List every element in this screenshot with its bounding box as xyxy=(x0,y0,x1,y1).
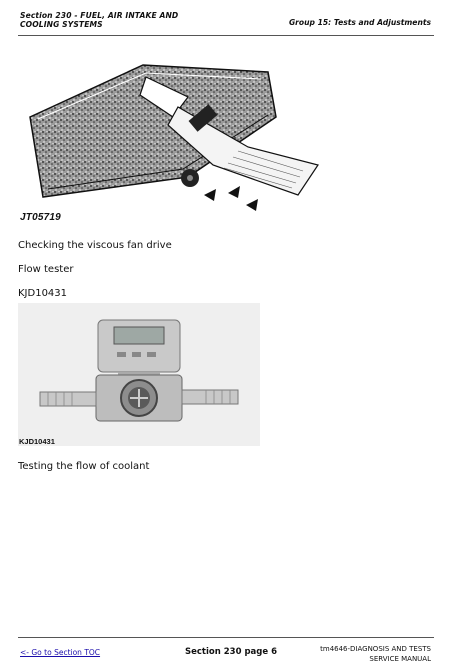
paragraph-viscous-fan: Checking the viscous fan drive xyxy=(18,240,172,251)
go-to-section-toc-link[interactable]: <- Go to Section TOC xyxy=(20,648,101,657)
footer-divider xyxy=(18,637,434,638)
header-group-title: Group 15: Tests and Adjustments xyxy=(288,18,431,27)
document-id: tm4646-DIAGNOSIS AND TESTS xyxy=(320,645,431,653)
paragraph-flow-tester: Flow tester xyxy=(18,264,74,275)
header-divider xyxy=(18,35,434,36)
paragraph-part-number: KJD10431 xyxy=(18,288,68,299)
photo-tachometer-figure xyxy=(18,47,335,227)
figure-2-caption: KJD10431 xyxy=(19,437,55,446)
figure-1-caption: JT05719 xyxy=(20,212,61,223)
page-number: Section 230 page 6 xyxy=(185,647,277,657)
manual-type: SERVICE MANUAL xyxy=(369,655,431,663)
flow-tester-illustration xyxy=(18,303,260,446)
paragraph-coolant-flow: Testing the flow of coolant xyxy=(18,461,150,472)
flow-tester-figure xyxy=(18,303,260,446)
footer-manual-info xyxy=(320,644,431,664)
header-section-title: Section 230 - FUEL, AIR INTAKE AND COOLING SYSTEMS xyxy=(20,11,179,29)
